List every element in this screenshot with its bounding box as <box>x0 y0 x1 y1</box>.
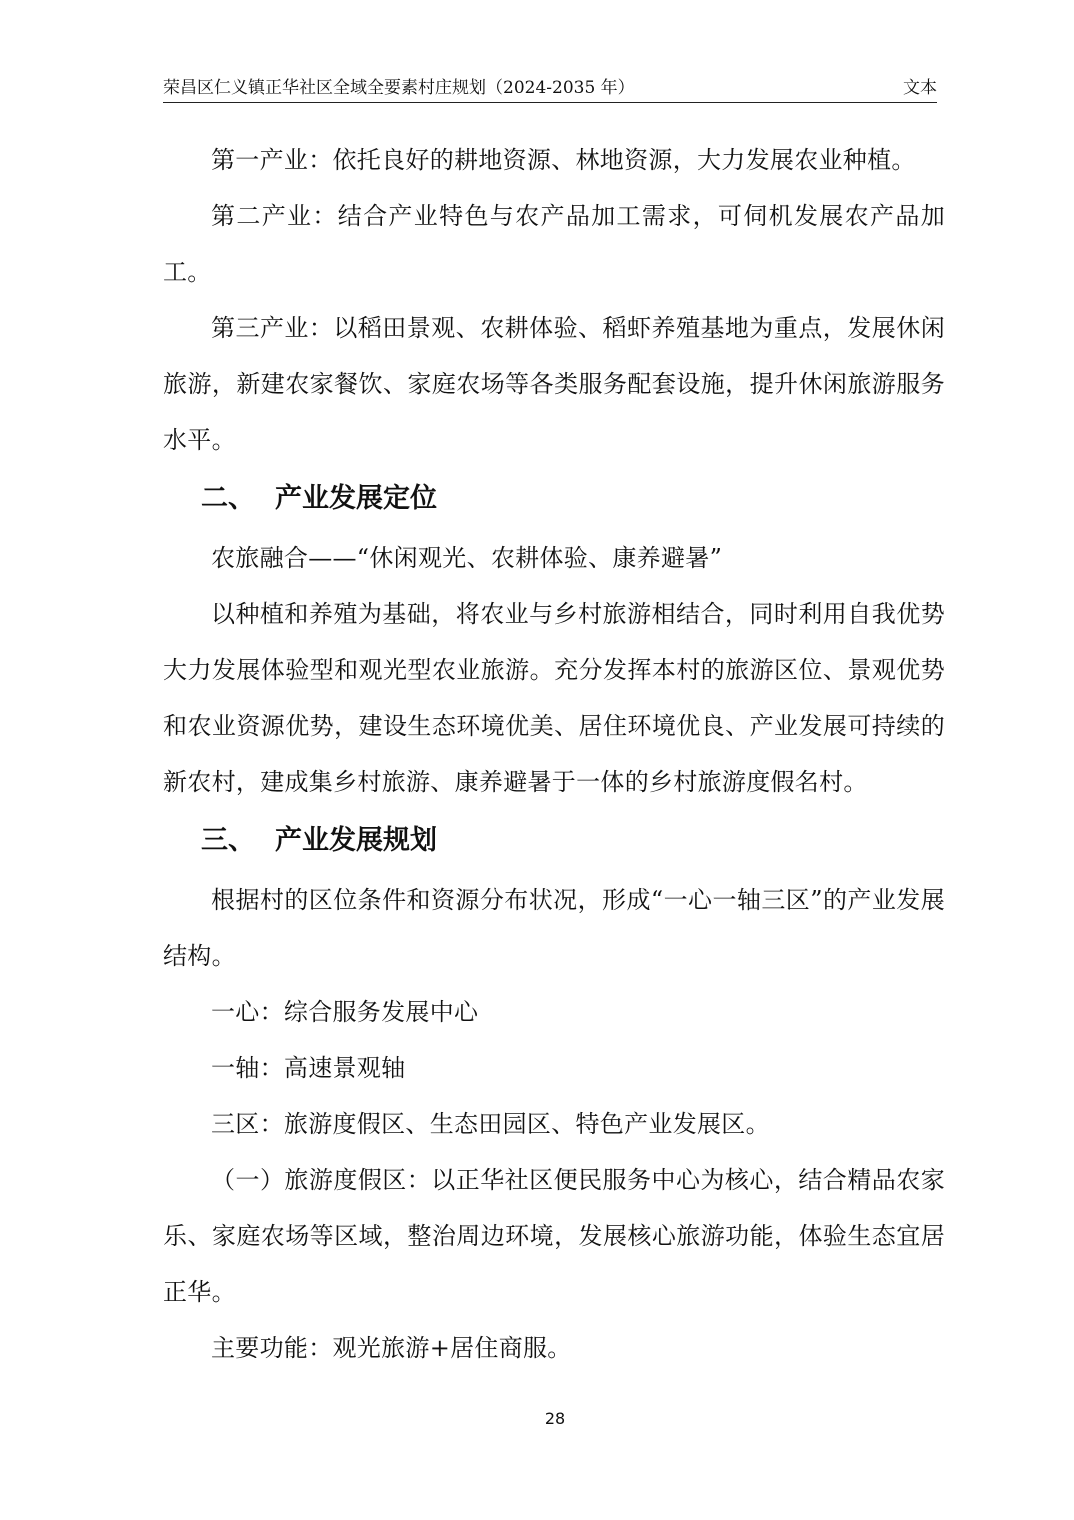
page-header <box>163 76 937 103</box>
section-heading-positioning <box>163 468 945 530</box>
header-title: 荣昌区仁义镇正华社区全域全要素村庄规划（2024-2035 年） <box>163 78 635 98</box>
paragraph-structure: 根据村的区位条件和资源分布状况，形成“一心一轴三区”的产业发展结构。 <box>163 886 945 970</box>
section-title: 产业发展规划 <box>275 825 437 856</box>
paragraph-one-center: 一心：综合服务发展中心 <box>211 998 479 1026</box>
paragraph-tertiary-industry: 第三产业：以稻田景观、农耕体验、稻虾养殖基地为重点，发展休闲旅游，新建农家餐饮、家庭农场等各类服务配套设施，提升休闲旅游服务水平。 <box>163 314 945 454</box>
paragraph-main-functions: 主要功能：观光旅游+居住商服。 <box>211 1334 572 1362</box>
section-number: 三、 <box>201 825 255 856</box>
paragraph-positioning-body: 以种植和养殖为基础，将农业与乡村旅游相结合，同时利用自我优势大力发展体验型和观光型农业旅游。充分发挥本村的旅游区位、景观优势和农业资源优势，建设生态环境优美、居住环境优良、产业发展可持续的新农村，建成集乡村旅游、康养避暑于一体的乡村旅游度假名村。 <box>163 600 945 796</box>
page-number: 28 <box>544 1409 566 1428</box>
paragraph-primary-industry: 第一产业：依托良好的耕地资源、林地资源，大力发展农业种植。 <box>211 146 916 174</box>
paragraph-tourism-zone: （一）旅游度假区：以正华社区便民服务中心为核心，结合精品农家乐、家庭农场等区域，整治周边环境，发展核心旅游功能，体验生态宜居正华。 <box>163 1166 945 1306</box>
paragraph-one-axis: 一轴：高速景观轴 <box>211 1054 406 1082</box>
section-heading-planning <box>163 810 945 872</box>
document-body <box>163 132 945 1376</box>
header-label: 文本 <box>903 78 937 98</box>
paragraph-three-zones: 三区：旅游度假区、生态田园区、特色产业发展区。 <box>211 1110 770 1138</box>
section-title: 产业发展定位 <box>275 483 437 514</box>
paragraph-positioning-slogan: 农旅融合——“休闲观光、农耕体验、康养避暑” <box>211 544 723 572</box>
paragraph-secondary-industry: 第二产业：结合产业特色与农产品加工需求，可伺机发展农产品加工。 <box>163 202 945 286</box>
section-number: 二、 <box>201 483 255 514</box>
